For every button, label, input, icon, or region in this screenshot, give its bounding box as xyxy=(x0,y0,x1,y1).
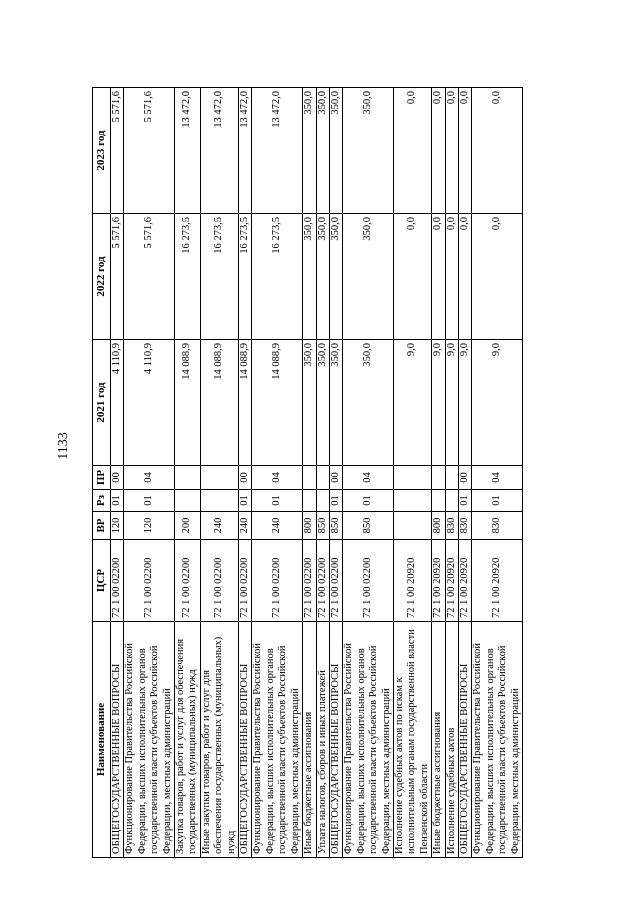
row-2023: 13 472,0 xyxy=(175,88,201,214)
col-header-csr: ЦСР xyxy=(93,540,111,622)
col-header-vr: ВР xyxy=(93,512,111,540)
row-2023: 350,0 xyxy=(329,88,342,214)
row-name: Исполнение судебных актов по искам к исполнительным органам государственной власти Пензенской области xyxy=(393,622,431,858)
table-row xyxy=(200,88,238,858)
table-row xyxy=(124,88,175,858)
row-rz xyxy=(316,490,329,512)
row-csr: 72 1 00 02200 xyxy=(303,540,316,622)
row-2021: 9,0 xyxy=(393,340,431,466)
row-pr xyxy=(432,466,445,490)
row-2023: 0,0 xyxy=(393,88,431,214)
row-name: ОБЩЕГОСУДАРСТВЕННЫЕ ВОПРОСЫ xyxy=(329,622,342,858)
col-header-pr: ПР xyxy=(93,466,111,490)
row-vr: 850 xyxy=(343,512,394,540)
row-2022: 350,0 xyxy=(329,214,342,340)
table-row xyxy=(111,88,124,858)
row-2022: 0,0 xyxy=(393,214,431,340)
row-2022: 16 273,5 xyxy=(252,214,303,340)
row-pr: 04 xyxy=(252,466,303,490)
row-vr: 240 xyxy=(200,512,238,540)
row-2023: 350,0 xyxy=(316,88,329,214)
row-rz: 01 xyxy=(252,490,303,512)
row-pr xyxy=(303,466,316,490)
table-row xyxy=(303,88,316,858)
row-vr: 830 xyxy=(445,512,458,540)
row-rz: 01 xyxy=(111,490,124,512)
row-csr: 72 1 00 20920 xyxy=(445,540,458,622)
row-rz xyxy=(393,490,431,512)
row-pr: 00 xyxy=(329,466,342,490)
col-header-rz: Рз xyxy=(93,490,111,512)
row-csr: 72 1 00 02200 xyxy=(316,540,329,622)
rotated-table-wrapper xyxy=(92,88,548,858)
row-csr: 72 1 00 02200 xyxy=(343,540,394,622)
row-2023: 0,0 xyxy=(458,88,471,214)
row-name: Уплата налогов, сборов и иных платежей xyxy=(316,622,329,858)
row-pr: 04 xyxy=(472,466,523,490)
row-name: Иные бюджетные ассигнования xyxy=(432,622,445,858)
row-pr xyxy=(316,466,329,490)
table-row xyxy=(458,88,471,858)
col-header-name: Наименование xyxy=(93,622,111,858)
budget-table xyxy=(92,87,523,858)
row-rz: 01 xyxy=(239,490,252,512)
col-header-2023: 2023 год xyxy=(93,88,111,214)
row-pr: 00 xyxy=(458,466,471,490)
table-row xyxy=(393,88,431,858)
row-vr: 830 xyxy=(458,512,471,540)
row-2023: 5 571,6 xyxy=(124,88,175,214)
row-2021: 9,0 xyxy=(472,340,523,466)
row-csr: 72 1 00 20920 xyxy=(393,540,431,622)
row-csr: 72 1 00 02200 xyxy=(329,540,342,622)
row-name: Иные закупки товаров, работ и услуг для обеспечения государственных (муниципальных) нужд xyxy=(200,622,238,858)
row-vr: 240 xyxy=(239,512,252,540)
row-csr: 72 1 00 20920 xyxy=(472,540,523,622)
col-header-2021: 2021 год xyxy=(93,340,111,466)
table-row xyxy=(316,88,329,858)
row-rz xyxy=(200,490,238,512)
page-number: 1133 xyxy=(56,432,71,460)
row-2022: 350,0 xyxy=(303,214,316,340)
row-2021: 4 110,9 xyxy=(111,340,124,466)
table-row xyxy=(432,88,445,858)
row-vr: 800 xyxy=(303,512,316,540)
row-pr xyxy=(445,466,458,490)
row-pr: 00 xyxy=(111,466,124,490)
row-csr: 72 1 00 02200 xyxy=(175,540,201,622)
table-row xyxy=(175,88,201,858)
table-row xyxy=(239,88,252,858)
row-name: Иные бюджетные ассигнования xyxy=(303,622,316,858)
table-row xyxy=(329,88,342,858)
row-2022: 5 571,6 xyxy=(124,214,175,340)
row-2021: 14 088,9 xyxy=(252,340,303,466)
row-2023: 0,0 xyxy=(445,88,458,214)
row-2022: 16 273,5 xyxy=(239,214,252,340)
table-row xyxy=(343,88,394,858)
row-2021: 350,0 xyxy=(316,340,329,466)
row-2022: 16 273,5 xyxy=(175,214,201,340)
row-rz: 01 xyxy=(343,490,394,512)
row-2022: 0,0 xyxy=(432,214,445,340)
row-vr: 850 xyxy=(316,512,329,540)
row-name: Функционирование Правительства Российской Федерации, высших исполнительных органов государственной власти субъектов Российской Федерации, местных администраций xyxy=(252,622,303,858)
row-vr: 200 xyxy=(175,512,201,540)
table-row xyxy=(472,88,523,858)
table-body xyxy=(111,88,523,858)
row-2023: 5 571,6 xyxy=(111,88,124,214)
row-name: Функционирование Правительства Российской Федерации, высших исполнительных органов государственной власти субъектов Российской Федерации, местных администраций xyxy=(343,622,394,858)
row-vr: 120 xyxy=(124,512,175,540)
row-pr xyxy=(175,466,201,490)
row-rz xyxy=(175,490,201,512)
row-vr xyxy=(393,512,431,540)
row-2022: 0,0 xyxy=(472,214,523,340)
row-2021: 350,0 xyxy=(343,340,394,466)
row-2021: 14 088,9 xyxy=(175,340,201,466)
row-rz xyxy=(445,490,458,512)
row-vr: 830 xyxy=(472,512,523,540)
row-2022: 16 273,5 xyxy=(200,214,238,340)
row-rz: 01 xyxy=(124,490,175,512)
row-vr: 120 xyxy=(111,512,124,540)
row-2023: 350,0 xyxy=(343,88,394,214)
row-csr: 72 1 00 02200 xyxy=(252,540,303,622)
row-csr: 72 1 00 02200 xyxy=(239,540,252,622)
row-csr: 72 1 00 02200 xyxy=(124,540,175,622)
row-rz xyxy=(432,490,445,512)
row-pr: 00 xyxy=(239,466,252,490)
row-pr xyxy=(200,466,238,490)
row-2023: 0,0 xyxy=(432,88,445,214)
row-2021: 9,0 xyxy=(458,340,471,466)
row-csr: 72 1 00 02200 xyxy=(111,540,124,622)
row-pr: 04 xyxy=(124,466,175,490)
row-vr: 800 xyxy=(432,512,445,540)
row-2021: 4 110,9 xyxy=(124,340,175,466)
row-name: ОБЩЕГОСУДАРСТВЕННЫЕ ВОПРОСЫ xyxy=(239,622,252,858)
row-rz: 01 xyxy=(472,490,523,512)
row-2023: 0,0 xyxy=(472,88,523,214)
row-csr: 72 1 00 20920 xyxy=(458,540,471,622)
row-csr: 72 1 00 02200 xyxy=(200,540,238,622)
row-2023: 13 472,0 xyxy=(200,88,238,214)
table-row xyxy=(445,88,458,858)
col-header-2022: 2022 год xyxy=(93,214,111,340)
row-rz xyxy=(303,490,316,512)
row-2021: 350,0 xyxy=(329,340,342,466)
table-row xyxy=(252,88,303,858)
row-vr: 240 xyxy=(252,512,303,540)
row-name: Функционирование Правительства Российской Федерации, высших исполнительных органов государственной власти субъектов Российской Федерации, местных администраций xyxy=(124,622,175,858)
row-2022: 0,0 xyxy=(445,214,458,340)
row-pr: 04 xyxy=(343,466,394,490)
header-row xyxy=(93,88,111,858)
row-2022: 350,0 xyxy=(343,214,394,340)
row-rz: 01 xyxy=(458,490,471,512)
row-2023: 350,0 xyxy=(303,88,316,214)
row-2022: 0,0 xyxy=(458,214,471,340)
row-name: ОБЩЕГОСУДАРСТВЕННЫЕ ВОПРОСЫ xyxy=(111,622,124,858)
row-name: Функционирование Правительства Российской Федерации, высших исполнительных органов государственной власти субъектов Российской Федерации, местных администраций xyxy=(472,622,523,858)
row-name: Исполнение судебных актов xyxy=(445,622,458,858)
row-2023: 13 472,0 xyxy=(239,88,252,214)
row-2021: 350,0 xyxy=(303,340,316,466)
row-pr xyxy=(393,466,431,490)
row-2022: 350,0 xyxy=(316,214,329,340)
row-csr: 72 1 00 20920 xyxy=(432,540,445,622)
row-name: Закупка товаров, работ и услуг для обеспечения государственных (муниципальных) нужд xyxy=(175,622,201,858)
row-2021: 14 088,9 xyxy=(200,340,238,466)
row-rz: 01 xyxy=(329,490,342,512)
row-2021: 9,0 xyxy=(445,340,458,466)
row-vr: 850 xyxy=(329,512,342,540)
row-2021: 14 088,9 xyxy=(239,340,252,466)
row-2022: 5 571,6 xyxy=(111,214,124,340)
row-2023: 13 472,0 xyxy=(252,88,303,214)
row-name: ОБЩЕГОСУДАРСТВЕННЫЕ ВОПРОСЫ xyxy=(458,622,471,858)
row-2021: 9,0 xyxy=(432,340,445,466)
